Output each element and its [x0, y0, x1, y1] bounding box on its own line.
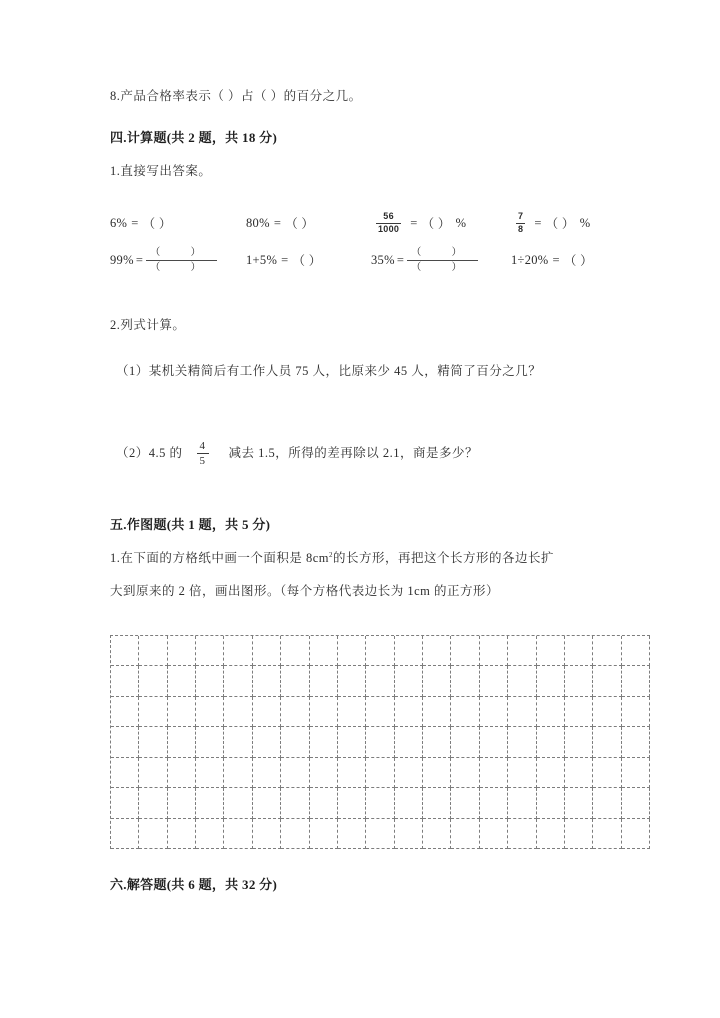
calc-item-56-over-1000 — [371, 208, 511, 238]
grid-cell[interactable] — [565, 819, 593, 849]
grid-cell[interactable] — [622, 819, 650, 849]
grid-cell[interactable] — [451, 697, 479, 727]
grid-cell[interactable] — [224, 788, 252, 818]
equals-sign: = — [281, 252, 289, 267]
grid-cell[interactable] — [480, 819, 508, 849]
grid-cell[interactable] — [395, 758, 423, 788]
grid-cell[interactable] — [281, 666, 309, 696]
section-five-q1-line-2: 大到原来的 2 倍，画出图形。（每个方格代表边长为 1cm 的正方形） — [110, 584, 500, 598]
grid-cell[interactable] — [451, 758, 479, 788]
fraction-denominator: 8 — [518, 223, 524, 234]
grid-cell[interactable] — [338, 758, 366, 788]
grid-cell[interactable] — [338, 819, 366, 849]
calc-row-1 — [110, 208, 650, 238]
grid-cell[interactable] — [537, 788, 565, 818]
grid-cell[interactable] — [253, 636, 281, 666]
percent-unit: % — [455, 215, 467, 230]
grid-cell[interactable] — [537, 819, 565, 849]
grid-cell[interactable] — [310, 697, 338, 727]
equals-sign: = — [131, 215, 139, 230]
grid-cell[interactable] — [537, 636, 565, 666]
fraction-denominator: 1000 — [378, 223, 400, 234]
calc-expression: 1÷20% — [511, 252, 549, 267]
grid-cell[interactable] — [281, 697, 309, 727]
grid-cell[interactable] — [565, 788, 593, 818]
grid-cell[interactable] — [565, 727, 593, 757]
grid-cell[interactable] — [508, 819, 536, 849]
grid-cell[interactable] — [451, 819, 479, 849]
fraction-4-5 — [197, 440, 209, 467]
answer-blank-numerator[interactable]: （ ） — [150, 246, 215, 258]
grid-cell[interactable] — [310, 819, 338, 849]
grid-cell[interactable] — [168, 666, 196, 696]
grid-cell[interactable] — [338, 636, 366, 666]
grid-cell[interactable] — [338, 788, 366, 818]
grid-cell[interactable] — [196, 666, 224, 696]
grid-cell[interactable] — [366, 666, 394, 696]
grid-cell[interactable] — [395, 666, 423, 696]
section-five-heading: 五.作图题(共 1 题，共 5 分) — [110, 517, 271, 532]
grid-cell[interactable] — [168, 727, 196, 757]
grid-cell[interactable] — [139, 666, 167, 696]
answer-fraction-blank[interactable] — [407, 248, 478, 273]
equals-sign: = — [552, 252, 560, 267]
section-four-heading: 四.计算题(共 2 题，共 18 分) — [110, 130, 278, 145]
grid-cell[interactable] — [253, 666, 281, 696]
grid-cell[interactable] — [508, 636, 536, 666]
grid-cell[interactable] — [451, 727, 479, 757]
section-five-q1-line-1 — [110, 550, 554, 566]
grid-cell[interactable] — [622, 788, 650, 818]
grid-cell[interactable] — [196, 819, 224, 849]
grid-cell[interactable] — [168, 758, 196, 788]
grid-cell[interactable] — [622, 666, 650, 696]
grid-cell[interactable] — [537, 666, 565, 696]
section-six-heading: 六.解答题(共 6 题，共 32 分) — [110, 877, 278, 892]
calc-expression: 80% — [246, 215, 270, 230]
grid-cell[interactable] — [224, 819, 252, 849]
grid-cell[interactable] — [622, 636, 650, 666]
grid-cell[interactable] — [224, 666, 252, 696]
grid-cell[interactable] — [139, 697, 167, 727]
q1-line1-part-a: 1.在下面的方格纸中画一个面积是 8cm — [110, 551, 330, 565]
grid-cell[interactable] — [281, 636, 309, 666]
grid-cell[interactable] — [508, 788, 536, 818]
section-four-q2-prompt: 2.列式计算。 — [110, 318, 186, 332]
grid-cell[interactable] — [139, 636, 167, 666]
grid-cell[interactable] — [168, 636, 196, 666]
grid-cell[interactable] — [310, 727, 338, 757]
grid-cell[interactable] — [395, 697, 423, 727]
grid-cell[interactable] — [366, 727, 394, 757]
grid-cell[interactable] — [508, 758, 536, 788]
grid-cell[interactable] — [423, 666, 451, 696]
section-four-q2-item-1: （1）某机关精简后有工作人员 75 人，比原来少 45 人，精简了百分之几？ — [116, 364, 542, 378]
grid-cell[interactable] — [537, 758, 565, 788]
grid-cell[interactable] — [565, 666, 593, 696]
grid-cell[interactable] — [593, 819, 621, 849]
grid-cell[interactable] — [593, 727, 621, 757]
grid-cell[interactable] — [338, 666, 366, 696]
answer-blank-denominator[interactable]: （ ） — [407, 260, 478, 273]
fraction-numerator: 56 — [383, 210, 394, 221]
answer-blank[interactable]: （ ） — [545, 217, 575, 231]
grid-cell[interactable] — [395, 636, 423, 666]
q2-item2-text-before: （2）4.5 的 — [116, 446, 183, 461]
grid-cell[interactable] — [253, 758, 281, 788]
grid-cell[interactable] — [622, 727, 650, 757]
answer-blank[interactable]: （ ） — [292, 254, 322, 268]
grid-cell[interactable] — [338, 727, 366, 757]
grid-cell[interactable] — [395, 819, 423, 849]
grid-cell[interactable] — [451, 788, 479, 818]
grid-cell[interactable] — [111, 636, 139, 666]
fill-in-question-8: 8.产品合格率表示（ ）占（ ）的百分之几。 — [110, 89, 362, 103]
grid-cell[interactable] — [224, 697, 252, 727]
grid-cell[interactable] — [366, 758, 394, 788]
grid-cell[interactable] — [310, 666, 338, 696]
grid-cell[interactable] — [139, 788, 167, 818]
grid-cell[interactable] — [423, 758, 451, 788]
calc-item-35-percent — [371, 245, 511, 275]
section-four-q1-prompt: 1.直接写出答案。 — [110, 164, 212, 178]
grid-cell[interactable] — [111, 758, 139, 788]
grid-cell[interactable] — [111, 819, 139, 849]
grid-cell[interactable] — [508, 727, 536, 757]
grid-cell[interactable] — [139, 819, 167, 849]
grid-cell[interactable] — [196, 788, 224, 818]
grid-cell[interactable] — [537, 727, 565, 757]
answer-blank[interactable]: （ ） — [421, 217, 451, 231]
grid-cell[interactable] — [565, 758, 593, 788]
grid-cell[interactable] — [253, 819, 281, 849]
grid-cell[interactable] — [168, 819, 196, 849]
fraction-numerator: 7 — [518, 210, 524, 221]
calc-expression: 35% — [371, 252, 395, 267]
grid-cell[interactable] — [338, 697, 366, 727]
grid-cell[interactable] — [253, 788, 281, 818]
grid-cell[interactable] — [253, 727, 281, 757]
grid-cell[interactable] — [593, 636, 621, 666]
calc-row-2 — [110, 245, 650, 275]
equals-sign: = — [410, 215, 418, 230]
grid-cell[interactable] — [508, 666, 536, 696]
answer-blank[interactable]: （ ） — [142, 217, 172, 231]
grid-cell[interactable] — [196, 758, 224, 788]
grid-cell[interactable] — [310, 758, 338, 788]
grid-cell[interactable] — [224, 636, 252, 666]
grid-cell[interactable] — [565, 697, 593, 727]
grid-cell[interactable] — [451, 636, 479, 666]
grid-cell[interactable] — [366, 788, 394, 818]
grid-cell[interactable] — [565, 636, 593, 666]
grid-cell[interactable] — [593, 788, 621, 818]
grid-cell[interactable] — [111, 666, 139, 696]
grid-cell[interactable] — [196, 697, 224, 727]
equals-sign: = — [396, 252, 405, 267]
grid-cell[interactable] — [451, 666, 479, 696]
graph-paper-grid[interactable] — [110, 635, 650, 849]
grid-cell[interactable] — [423, 819, 451, 849]
section-four-q2-item-2 — [116, 440, 478, 467]
grid-cell[interactable] — [395, 788, 423, 818]
fraction-denominator: 5 — [197, 453, 209, 467]
grid-cell[interactable] — [423, 788, 451, 818]
equals-sign: = — [135, 252, 144, 267]
grid-cell[interactable] — [480, 758, 508, 788]
percent-unit: % — [579, 215, 591, 230]
grid-cell[interactable] — [310, 636, 338, 666]
grid-cell[interactable] — [480, 636, 508, 666]
grid-cell[interactable] — [480, 697, 508, 727]
grid-cell[interactable] — [366, 819, 394, 849]
grid-cell[interactable] — [224, 727, 252, 757]
grid-cell[interactable] — [593, 666, 621, 696]
calc-item-6-percent — [110, 208, 246, 238]
grid-cell[interactable] — [224, 758, 252, 788]
calc-expression: 6% — [110, 215, 128, 230]
equals-sign: = — [273, 215, 282, 230]
equals-sign: = — [534, 215, 542, 230]
grid-cell[interactable] — [593, 697, 621, 727]
grid-cell[interactable] — [622, 758, 650, 788]
grid-cell[interactable] — [196, 636, 224, 666]
answer-blank-numerator[interactable]: （ ） — [411, 246, 476, 258]
grid-cell[interactable] — [537, 697, 565, 727]
answer-fraction-blank[interactable] — [146, 248, 217, 273]
calc-expression: 1+5% — [246, 252, 278, 267]
grid-cell[interactable] — [281, 788, 309, 818]
q2-item2-text-after: 减去 1.5，所得的差再除以 2.1，商是多少？ — [228, 446, 479, 461]
grid-cell[interactable] — [111, 697, 139, 727]
grid-cell[interactable] — [168, 697, 196, 727]
grid-cell[interactable] — [281, 758, 309, 788]
grid-cell[interactable] — [366, 636, 394, 666]
answer-blank[interactable]: （ ） — [285, 217, 315, 231]
grid-cell[interactable] — [480, 666, 508, 696]
grid-cell[interactable] — [168, 788, 196, 818]
grid-cell[interactable] — [281, 819, 309, 849]
grid-cell[interactable] — [423, 697, 451, 727]
grid-cell[interactable] — [480, 727, 508, 757]
fraction-numerator: 4 — [199, 440, 206, 452]
fraction-7-8 — [516, 212, 525, 234]
grid-cell[interactable] — [111, 727, 139, 757]
grid-cell[interactable] — [310, 788, 338, 818]
grid-cell[interactable] — [622, 697, 650, 727]
grid-cell[interactable] — [366, 697, 394, 727]
grid-cell[interactable] — [139, 727, 167, 757]
grid-cell[interactable] — [423, 727, 451, 757]
fraction-56-1000 — [376, 212, 401, 234]
square-superscript: 2 — [329, 550, 334, 559]
calc-item-80-percent — [246, 208, 371, 238]
grid-cell[interactable] — [480, 788, 508, 818]
answer-blank[interactable]: （ ） — [563, 254, 593, 268]
calc-expression: 99% — [110, 252, 134, 267]
calc-item-7-over-8 — [511, 208, 646, 238]
q1-line1-part-b: 的长方形，再把这个长方形的各边长扩 — [333, 551, 555, 565]
grid-cell[interactable] — [508, 697, 536, 727]
grid-cell[interactable] — [423, 636, 451, 666]
grid-cell[interactable] — [196, 727, 224, 757]
answer-blank-denominator[interactable]: （ ） — [146, 260, 217, 273]
grid-cell[interactable] — [593, 758, 621, 788]
grid-cell[interactable] — [395, 727, 423, 757]
calc-item-1-plus-5-percent — [246, 245, 371, 275]
grid-cell[interactable] — [111, 788, 139, 818]
grid-cell[interactable] — [139, 758, 167, 788]
calc-item-1-divided-20-percent — [511, 245, 646, 275]
grid-cell[interactable] — [253, 697, 281, 727]
grid-cell[interactable] — [281, 727, 309, 757]
calc-item-99-percent — [110, 245, 246, 275]
